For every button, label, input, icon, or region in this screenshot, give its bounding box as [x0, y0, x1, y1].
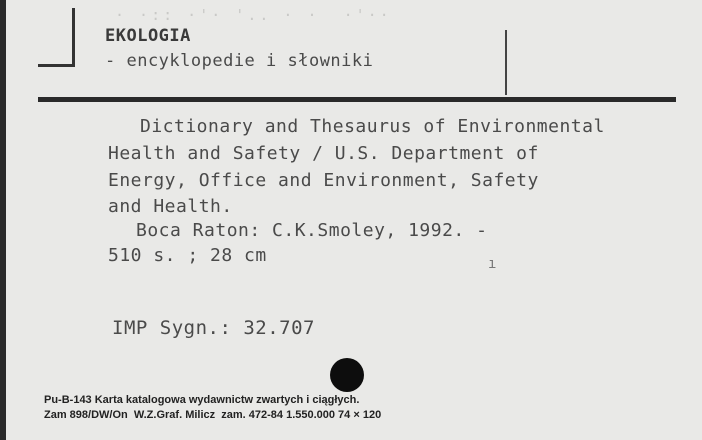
subject-heading: EKOLOGIA [105, 26, 191, 46]
entry-line-6: 510 s. ; 28 cm [108, 245, 267, 266]
entry-line-1: Dictionary and Thesaurus of Environmental [140, 116, 605, 137]
entry-line-5: Boca Raton: C.K.Smoley, 1992. - [136, 220, 488, 241]
card-edge [0, 0, 6, 440]
corner-mark-vertical [72, 8, 75, 66]
entry-line-2: Health and Safety / U.S. Department of [108, 143, 539, 164]
entry-line-4: and Health. [108, 196, 233, 217]
subject-subheading: - encyklopedie i słowniki [105, 51, 374, 71]
entry-line-3: Energy, Office and Environment, Safety [108, 170, 539, 191]
stray-mark: ı [488, 256, 497, 272]
call-number: IMP Sygn.: 32.707 [112, 317, 315, 339]
heading-divider [505, 30, 507, 95]
faint-heading: · ·:: ·'· '.. · · ·'·· [115, 6, 392, 24]
heading-rule [38, 97, 676, 102]
punch-hole [330, 358, 364, 392]
corner-mark-horizontal [38, 64, 75, 67]
printer-imprint-line-1: Pu-B-143 Karta katalogowa wydawnictw zwartych i ciągłych. [44, 394, 360, 406]
printer-imprint-line-2: Zam 898/DW/On W.Z.Graf. Milicz zam. 472-84 1.550.000 74 × 120 [44, 409, 382, 421]
